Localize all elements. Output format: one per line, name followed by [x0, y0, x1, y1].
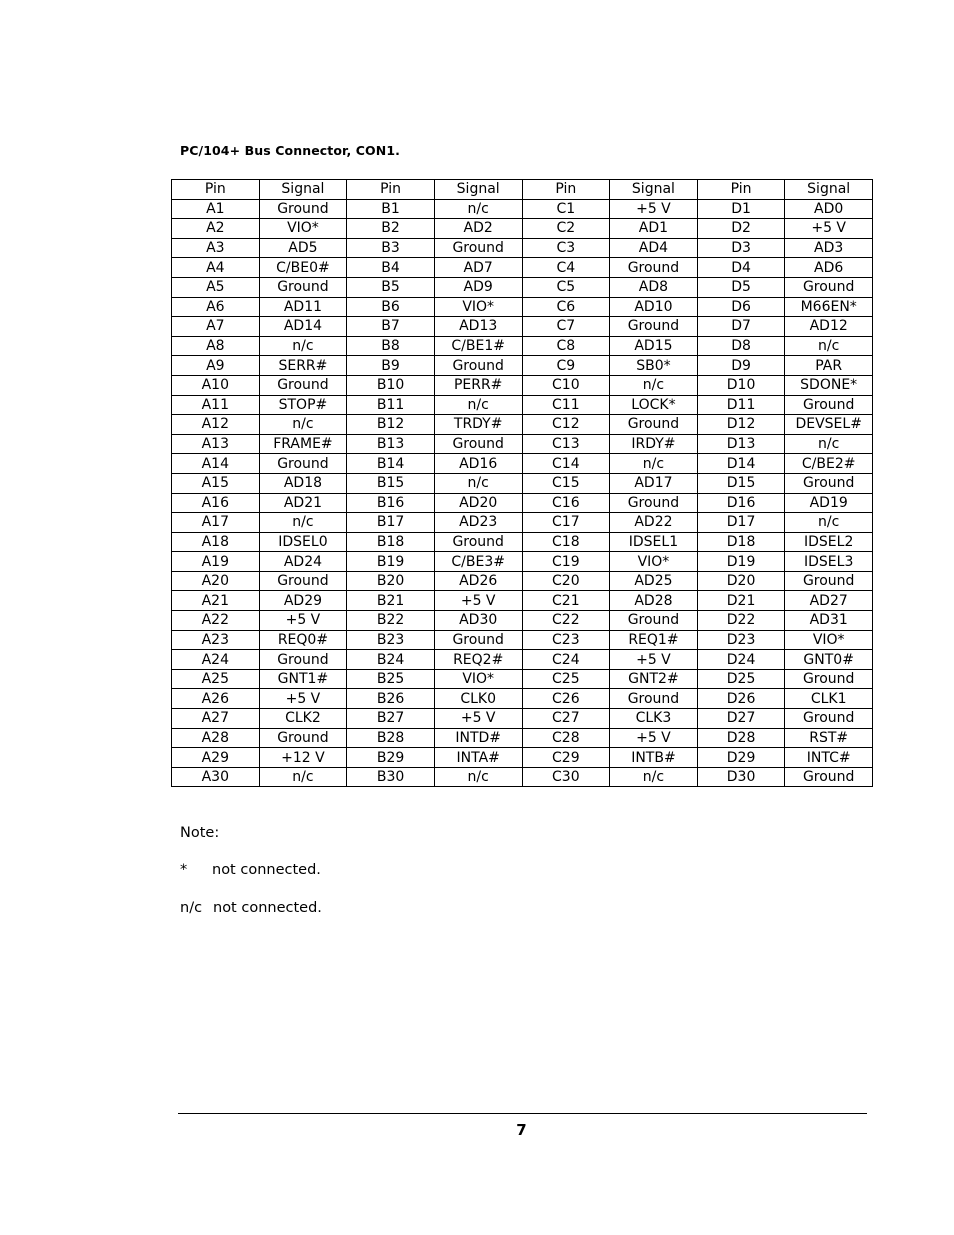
signal-cell: +5 V: [434, 591, 522, 611]
pin-cell: A2: [172, 219, 260, 239]
pin-cell: A12: [172, 415, 260, 435]
pin-cell: D11: [697, 395, 785, 415]
table-row: [172, 415, 873, 435]
table-row: [172, 552, 873, 572]
pin-cell: D20: [697, 571, 785, 591]
pin-cell: B2: [347, 219, 435, 239]
signal-cell: INTC#: [785, 748, 873, 768]
pin-cell: B8: [347, 336, 435, 356]
signal-cell: AD17: [610, 473, 698, 493]
pin-cell: A10: [172, 375, 260, 395]
signal-cell: Ground: [434, 434, 522, 454]
pin-cell: D4: [697, 258, 785, 278]
pin-cell: B12: [347, 415, 435, 435]
pin-cell: C22: [522, 611, 610, 631]
signal-cell: CLK0: [434, 689, 522, 709]
signal-cell: +12 V: [259, 748, 347, 768]
signal-cell: VIO*: [259, 219, 347, 239]
signal-cell: AD4: [610, 238, 698, 258]
pin-cell: D15: [697, 473, 785, 493]
pin-cell: A14: [172, 454, 260, 474]
pin-cell: D1: [697, 199, 785, 219]
pin-cell: A13: [172, 434, 260, 454]
note-text: not connected.: [212, 862, 321, 878]
pin-cell: C18: [522, 532, 610, 552]
signal-cell: VIO*: [434, 669, 522, 689]
table-row: [172, 336, 873, 356]
pin-cell: C6: [522, 297, 610, 317]
signal-cell: n/c: [434, 199, 522, 219]
signal-cell: INTB#: [610, 748, 698, 768]
note-item: [180, 900, 322, 916]
pin-cell: C30: [522, 767, 610, 787]
pin-cell: C12: [522, 415, 610, 435]
signal-cell: AD19: [785, 493, 873, 513]
pin-cell: C2: [522, 219, 610, 239]
pin-cell: D29: [697, 748, 785, 768]
signal-cell: TRDY#: [434, 415, 522, 435]
signal-cell: FRAME#: [259, 434, 347, 454]
signal-cell: n/c: [610, 767, 698, 787]
pin-cell: A11: [172, 395, 260, 415]
signal-cell: Ground: [434, 238, 522, 258]
note-symbol: n/c: [180, 900, 203, 916]
signal-cell: n/c: [610, 454, 698, 474]
signal-cell: GNT0#: [785, 650, 873, 670]
pin-cell: D6: [697, 297, 785, 317]
column-header: Pin: [172, 180, 260, 200]
signal-cell: Ground: [259, 571, 347, 591]
pin-cell: B27: [347, 709, 435, 729]
table-row: [172, 277, 873, 297]
signal-cell: C/BE2#: [785, 454, 873, 474]
signal-cell: n/c: [785, 336, 873, 356]
signal-cell: RST#: [785, 728, 873, 748]
pin-cell: A28: [172, 728, 260, 748]
signal-cell: AD24: [259, 552, 347, 572]
signal-cell: AD8: [610, 277, 698, 297]
pin-cell: C25: [522, 669, 610, 689]
pin-cell: D5: [697, 277, 785, 297]
pin-cell: C11: [522, 395, 610, 415]
footer-divider: [178, 1113, 867, 1114]
signal-cell: PAR: [785, 356, 873, 376]
pin-cell: A5: [172, 277, 260, 297]
signal-cell: AD30: [434, 611, 522, 631]
pin-cell: B11: [347, 395, 435, 415]
signal-cell: Ground: [259, 375, 347, 395]
pin-cell: B7: [347, 317, 435, 337]
signal-cell: +5 V: [259, 689, 347, 709]
signal-cell: AD23: [434, 513, 522, 533]
signal-cell: Ground: [434, 630, 522, 650]
pin-cell: C21: [522, 591, 610, 611]
column-header: Signal: [610, 180, 698, 200]
pin-cell: B18: [347, 532, 435, 552]
column-header: Signal: [434, 180, 522, 200]
signal-cell: AD13: [434, 317, 522, 337]
signal-cell: IDSEL2: [785, 532, 873, 552]
column-header: Pin: [522, 180, 610, 200]
signal-cell: M66EN*: [785, 297, 873, 317]
signal-cell: Ground: [610, 611, 698, 631]
pin-cell: B29: [347, 748, 435, 768]
pin-cell: A4: [172, 258, 260, 278]
pin-cell: C19: [522, 552, 610, 572]
pin-cell: D18: [697, 532, 785, 552]
signal-cell: +5 V: [785, 219, 873, 239]
pin-cell: C17: [522, 513, 610, 533]
signal-cell: Ground: [259, 277, 347, 297]
table-row: [172, 238, 873, 258]
pin-cell: C24: [522, 650, 610, 670]
pin-cell: A6: [172, 297, 260, 317]
pin-cell: C20: [522, 571, 610, 591]
column-header: Signal: [259, 180, 347, 200]
signal-cell: REQ2#: [434, 650, 522, 670]
signal-cell: +5 V: [259, 611, 347, 631]
table-row: [172, 532, 873, 552]
pin-cell: D13: [697, 434, 785, 454]
signal-cell: Ground: [785, 767, 873, 787]
pin-cell: A16: [172, 493, 260, 513]
table-row: [172, 434, 873, 454]
table-row: [172, 375, 873, 395]
pin-cell: A19: [172, 552, 260, 572]
signal-cell: Ground: [785, 571, 873, 591]
signal-cell: PERR#: [434, 375, 522, 395]
pin-cell: B13: [347, 434, 435, 454]
table-row: [172, 513, 873, 533]
signal-cell: n/c: [259, 336, 347, 356]
note-text: not connected.: [213, 900, 322, 916]
signal-cell: Ground: [785, 709, 873, 729]
pin-cell: D30: [697, 767, 785, 787]
signal-cell: AD12: [785, 317, 873, 337]
signal-cell: REQ1#: [610, 630, 698, 650]
pin-cell: B10: [347, 375, 435, 395]
table-header: [172, 180, 873, 200]
pin-cell: A23: [172, 630, 260, 650]
pin-cell: D14: [697, 454, 785, 474]
signal-cell: AD18: [259, 473, 347, 493]
table-row: [172, 669, 873, 689]
note-item: [180, 862, 321, 878]
table-row: [172, 611, 873, 631]
signal-cell: REQ0#: [259, 630, 347, 650]
pin-cell: A15: [172, 473, 260, 493]
signal-cell: C/BE3#: [434, 552, 522, 572]
signal-cell: STOP#: [259, 395, 347, 415]
pin-cell: C4: [522, 258, 610, 278]
table-row: [172, 689, 873, 709]
pin-cell: D21: [697, 591, 785, 611]
pin-cell: C5: [522, 277, 610, 297]
pin-cell: D19: [697, 552, 785, 572]
table-row: [172, 356, 873, 376]
signal-cell: +5 V: [610, 199, 698, 219]
signal-cell: Ground: [610, 689, 698, 709]
signal-cell: Ground: [785, 669, 873, 689]
signal-cell: Ground: [259, 728, 347, 748]
pin-cell: C26: [522, 689, 610, 709]
signal-cell: n/c: [785, 513, 873, 533]
pin-cell: B23: [347, 630, 435, 650]
signal-cell: AD9: [434, 277, 522, 297]
pin-cell: B15: [347, 473, 435, 493]
pin-cell: B25: [347, 669, 435, 689]
signal-cell: DEVSEL#: [785, 415, 873, 435]
section-title: PC/104+ Bus Connector, CON1.: [180, 143, 400, 158]
pin-cell: B24: [347, 650, 435, 670]
pin-cell: B6: [347, 297, 435, 317]
signal-cell: n/c: [785, 434, 873, 454]
pin-cell: B20: [347, 571, 435, 591]
table-row: [172, 493, 873, 513]
table-row: [172, 473, 873, 493]
pin-cell: D28: [697, 728, 785, 748]
signal-cell: Ground: [785, 473, 873, 493]
signal-cell: +5 V: [610, 728, 698, 748]
signal-cell: CLK3: [610, 709, 698, 729]
signal-cell: INTA#: [434, 748, 522, 768]
signal-cell: AD14: [259, 317, 347, 337]
pin-cell: A1: [172, 199, 260, 219]
pin-cell: C3: [522, 238, 610, 258]
signal-cell: VIO*: [434, 297, 522, 317]
pin-cell: C28: [522, 728, 610, 748]
pin-cell: C9: [522, 356, 610, 376]
pin-cell: C27: [522, 709, 610, 729]
signal-cell: LOCK*: [610, 395, 698, 415]
signal-cell: SERR#: [259, 356, 347, 376]
table-row: [172, 650, 873, 670]
pin-cell: B4: [347, 258, 435, 278]
signal-cell: AD26: [434, 571, 522, 591]
pin-cell: D9: [697, 356, 785, 376]
signal-cell: n/c: [259, 513, 347, 533]
pin-cell: D16: [697, 493, 785, 513]
pin-cell: A20: [172, 571, 260, 591]
signal-cell: VIO*: [785, 630, 873, 650]
signal-cell: IDSEL1: [610, 532, 698, 552]
signal-cell: Ground: [785, 277, 873, 297]
pin-cell: A7: [172, 317, 260, 337]
pin-cell: A3: [172, 238, 260, 258]
signal-cell: SDONE*: [785, 375, 873, 395]
signal-cell: AD10: [610, 297, 698, 317]
signal-cell: Ground: [259, 199, 347, 219]
signal-cell: AD20: [434, 493, 522, 513]
pin-cell: B26: [347, 689, 435, 709]
signal-cell: AD29: [259, 591, 347, 611]
signal-cell: SB0*: [610, 356, 698, 376]
pin-cell: A26: [172, 689, 260, 709]
signal-cell: Ground: [610, 415, 698, 435]
pin-cell: B30: [347, 767, 435, 787]
signal-cell: AD2: [434, 219, 522, 239]
column-header: Signal: [785, 180, 873, 200]
table-row: [172, 219, 873, 239]
pin-cell: D3: [697, 238, 785, 258]
pin-cell: A17: [172, 513, 260, 533]
table-row: [172, 728, 873, 748]
note-heading: Note:: [180, 825, 220, 841]
signal-cell: AD7: [434, 258, 522, 278]
pin-cell: C29: [522, 748, 610, 768]
pin-cell: C15: [522, 473, 610, 493]
signal-cell: Ground: [259, 650, 347, 670]
signal-cell: AD27: [785, 591, 873, 611]
pin-cell: A27: [172, 709, 260, 729]
pin-cell: D7: [697, 317, 785, 337]
pin-cell: A9: [172, 356, 260, 376]
pin-cell: C23: [522, 630, 610, 650]
pin-cell: C13: [522, 434, 610, 454]
pin-cell: D17: [697, 513, 785, 533]
signal-cell: IDSEL0: [259, 532, 347, 552]
pin-cell: C1: [522, 199, 610, 219]
table-row: [172, 297, 873, 317]
table-header-row: [172, 180, 873, 200]
pin-assignment-table: [171, 179, 873, 787]
pin-cell: D2: [697, 219, 785, 239]
column-header: Pin: [697, 180, 785, 200]
pin-cell: D22: [697, 611, 785, 631]
signal-cell: Ground: [434, 356, 522, 376]
signal-cell: AD31: [785, 611, 873, 631]
signal-cell: C/BE1#: [434, 336, 522, 356]
table-row: [172, 258, 873, 278]
pin-cell: D10: [697, 375, 785, 395]
signal-cell: AD6: [785, 258, 873, 278]
pin-cell: D12: [697, 415, 785, 435]
table-row: [172, 767, 873, 787]
table-row: [172, 709, 873, 729]
signal-cell: VIO*: [610, 552, 698, 572]
signal-cell: CLK1: [785, 689, 873, 709]
pin-cell: A8: [172, 336, 260, 356]
pin-cell: A21: [172, 591, 260, 611]
pin-cell: A24: [172, 650, 260, 670]
signal-cell: AD25: [610, 571, 698, 591]
signal-cell: +5 V: [434, 709, 522, 729]
pin-cell: B5: [347, 277, 435, 297]
signal-cell: INTD#: [434, 728, 522, 748]
pin-cell: B22: [347, 611, 435, 631]
pin-cell: B19: [347, 552, 435, 572]
pin-cell: B3: [347, 238, 435, 258]
signal-cell: Ground: [610, 317, 698, 337]
pin-cell: C14: [522, 454, 610, 474]
signal-cell: Ground: [610, 258, 698, 278]
column-header: Pin: [347, 180, 435, 200]
signal-cell: GNT1#: [259, 669, 347, 689]
table-body: [172, 199, 873, 787]
signal-cell: C/BE0#: [259, 258, 347, 278]
signal-cell: AD11: [259, 297, 347, 317]
pin-cell: A25: [172, 669, 260, 689]
signal-cell: Ground: [785, 395, 873, 415]
pin-cell: D24: [697, 650, 785, 670]
signal-cell: IDSEL3: [785, 552, 873, 572]
table-row: [172, 199, 873, 219]
signal-cell: n/c: [434, 767, 522, 787]
pin-cell: B28: [347, 728, 435, 748]
signal-cell: n/c: [610, 375, 698, 395]
pin-cell: B17: [347, 513, 435, 533]
signal-cell: n/c: [259, 415, 347, 435]
signal-cell: AD1: [610, 219, 698, 239]
pin-cell: A22: [172, 611, 260, 631]
signal-cell: CLK2: [259, 709, 347, 729]
table-row: [172, 630, 873, 650]
signal-cell: IRDY#: [610, 434, 698, 454]
table-row: [172, 591, 873, 611]
signal-cell: AD21: [259, 493, 347, 513]
pin-cell: D25: [697, 669, 785, 689]
pin-cell: D27: [697, 709, 785, 729]
pin-cell: A30: [172, 767, 260, 787]
pin-cell: A18: [172, 532, 260, 552]
signal-cell: AD22: [610, 513, 698, 533]
signal-cell: Ground: [610, 493, 698, 513]
pin-cell: B14: [347, 454, 435, 474]
signal-cell: n/c: [434, 395, 522, 415]
pin-cell: D26: [697, 689, 785, 709]
signal-cell: Ground: [434, 532, 522, 552]
table-row: [172, 395, 873, 415]
table-row: [172, 748, 873, 768]
pin-cell: C16: [522, 493, 610, 513]
table-row: [172, 454, 873, 474]
pin-cell: C8: [522, 336, 610, 356]
signal-cell: AD15: [610, 336, 698, 356]
signal-cell: AD16: [434, 454, 522, 474]
pin-cell: D23: [697, 630, 785, 650]
pin-cell: D8: [697, 336, 785, 356]
signal-cell: +5 V: [610, 650, 698, 670]
table-row: [172, 317, 873, 337]
pin-cell: A29: [172, 748, 260, 768]
signal-cell: GNT2#: [610, 669, 698, 689]
page-number: 7: [516, 1121, 527, 1139]
pin-cell: B9: [347, 356, 435, 376]
signal-cell: AD0: [785, 199, 873, 219]
table-row: [172, 571, 873, 591]
signal-cell: n/c: [434, 473, 522, 493]
pin-cell: C7: [522, 317, 610, 337]
signal-cell: AD3: [785, 238, 873, 258]
signal-cell: n/c: [259, 767, 347, 787]
pin-cell: B1: [347, 199, 435, 219]
signal-cell: Ground: [259, 454, 347, 474]
pin-cell: C10: [522, 375, 610, 395]
signal-cell: AD28: [610, 591, 698, 611]
note-symbol: *: [180, 862, 188, 878]
pin-cell: B21: [347, 591, 435, 611]
pin-cell: B16: [347, 493, 435, 513]
signal-cell: AD5: [259, 238, 347, 258]
